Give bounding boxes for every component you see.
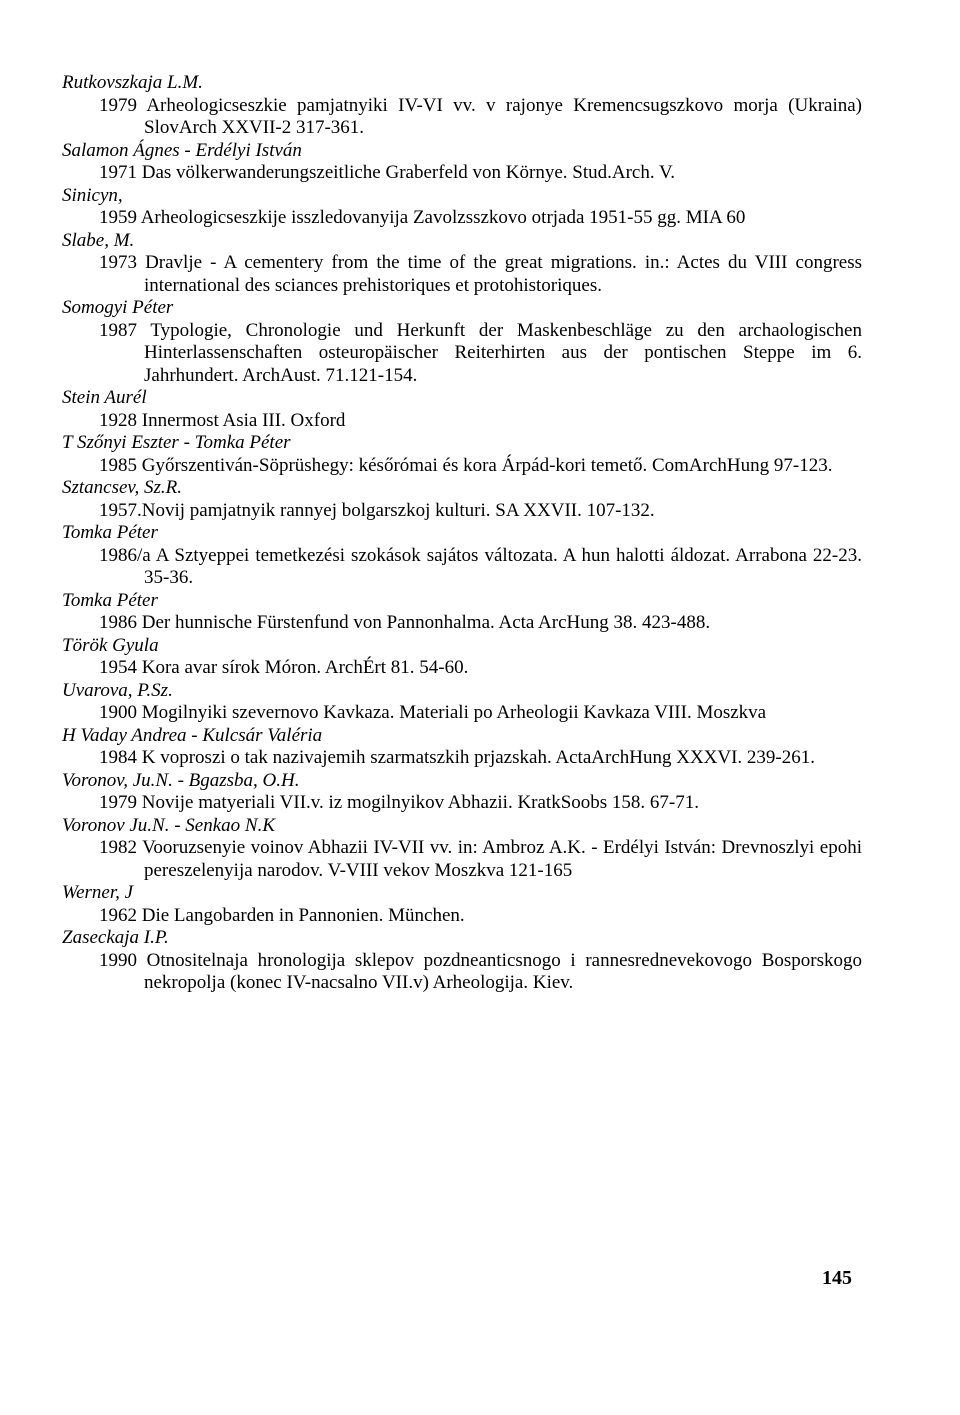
reference-entry: 1959 Arheologicseszkije isszledovanyija Zavolzsszkovo otrjada 1951-55 gg. MIA 60: [99, 207, 746, 228]
reference-author: Uvarova, P.Sz.: [62, 679, 173, 701]
reference-item: [62, 725, 862, 770]
reference-entry: 1900 Mogilnyiki szevernovo Kavkaza. Materiali po Arheologii Kavkaza VIII. Moszkva: [99, 702, 767, 723]
reference-entry: 1928 Innermost Asia III. Oxford: [99, 409, 346, 431]
reference-item: [62, 927, 862, 995]
reference-entry: 1971 Das völkerwanderungszeitliche Graberfeld von Környe. Stud.Arch. V.: [99, 162, 676, 183]
reference-entry: 1982 Vooruzsenyie voinov Abhazii IV-VII vv. in: Ambroz A.K. - Erdélyi István: Drevnoszlyi epohi pereszelenyija narodov. V-VIII vekov Moszkva 121-165: [99, 837, 862, 881]
reference-author: H Vaday Andrea - Kulcsár Valéria: [62, 724, 323, 746]
reference-entry: 1987 Typologie, Chronologie und Herkunft der Maskenbeschläge zu den archaologischen Hinterlassenschaften osteuropäischer Reiterhirten aus der pontischen Steppe im 6. Jahrhundert. ArchAust. 71.121-154.: [99, 319, 862, 386]
reference-entry: 1984 K voproszi o tak nazivajemih szarmatszkih prjazskah. ActaArchHung XXXVI. 239-261.: [99, 747, 816, 768]
reference-item: [62, 522, 862, 590]
reference-entry: 1979 Novije matyeriali VII.v. iz mogilnyikov Abhazii. KratkSoobs 158. 67-71.: [99, 792, 700, 813]
reference-author: Rutkovszkaja L.M.: [62, 72, 203, 93]
reference-item: [62, 680, 862, 725]
reference-author: Slabe, M.: [62, 229, 135, 251]
reference-author: Salamon Ágnes - Erdélyi István: [62, 139, 302, 161]
reference-entry: 1985 Győrszentiván-Söprüshegy: későrómai és kora Árpád-kori temető. ComArchHung 97-123.: [99, 454, 833, 476]
page-number: 145: [822, 1267, 852, 1289]
reference-author: T Szőnyi Eszter - Tomka Péter: [62, 432, 291, 453]
reference-entry: 1954 Kora avar sírok Móron. ArchÉrt 81. 54-60.: [99, 657, 469, 678]
reference-entry: 1986/a A Sztyeppei temetkezési szokások sajátos változata. A hun halotti áldozat. Arrabona 22-23. 35-36.: [99, 544, 862, 588]
reference-entry: 1973 Dravlje - A cementery from the time of the great migrations. in.: Actes du VIII congress international des sciances prehistoriques et protohistoriques.: [99, 252, 862, 296]
reference-entry: 1957.Novij pamjatnyik rannyej bolgarszkoj kulturi. SA XXVII. 107-132.: [99, 499, 655, 521]
reference-item: [62, 230, 862, 298]
reference-item: [62, 387, 862, 432]
reference-author: Tomka Péter: [62, 589, 158, 611]
reference-author: Sinicyn,: [62, 184, 123, 206]
reference-author: Stein Aurél: [62, 387, 147, 408]
reference-item: [62, 140, 862, 185]
reference-item: [62, 590, 862, 635]
reference-author: Werner, J: [62, 882, 134, 903]
reference-item: [62, 185, 862, 230]
reference-item: [62, 815, 862, 883]
reference-author: Somogyi Péter: [62, 297, 174, 318]
reference-item: [62, 882, 862, 927]
reference-item: [62, 297, 862, 387]
reference-author: Török Gyula: [62, 634, 159, 656]
reference-item: [62, 635, 862, 680]
reference-author: Sztancsev, Sz.R.: [62, 477, 182, 498]
reference-entry: 1990 Otnositelnaja hronologija sklepov pozdneanticsnogo i rannesrednevekovogo Bosporskogo nekropolja (konec IV-nacsalno VII.v) Arheologija. Kiev.: [99, 949, 862, 993]
reference-item: [62, 770, 862, 815]
reference-author: Tomka Péter: [62, 522, 158, 543]
reference-author: Voronov, Ju.N. - Bgazsba, O.H.: [62, 769, 300, 791]
reference-author: Voronov Ju.N. - Senkao N.K: [62, 814, 276, 836]
reference-item: [62, 432, 862, 477]
reference-entry: 1962 Die Langobarden in Pannonien. München.: [99, 904, 465, 926]
reference-entry: 1979 Arheologicseszkie pamjatnyiki IV-VI vv. v rajonye Kremencsugszkovo morja (Ukraina) SlovArch XXVII-2 317-361.: [99, 94, 862, 138]
reference-author: Zaseckaja I.P.: [62, 927, 169, 948]
bibliography-list: [62, 72, 862, 995]
reference-entry: 1986 Der hunnische Fürstenfund von Pannonhalma. Acta ArcHung 38. 423-488.: [99, 612, 711, 633]
reference-item: [62, 72, 862, 140]
reference-item: [62, 477, 862, 522]
